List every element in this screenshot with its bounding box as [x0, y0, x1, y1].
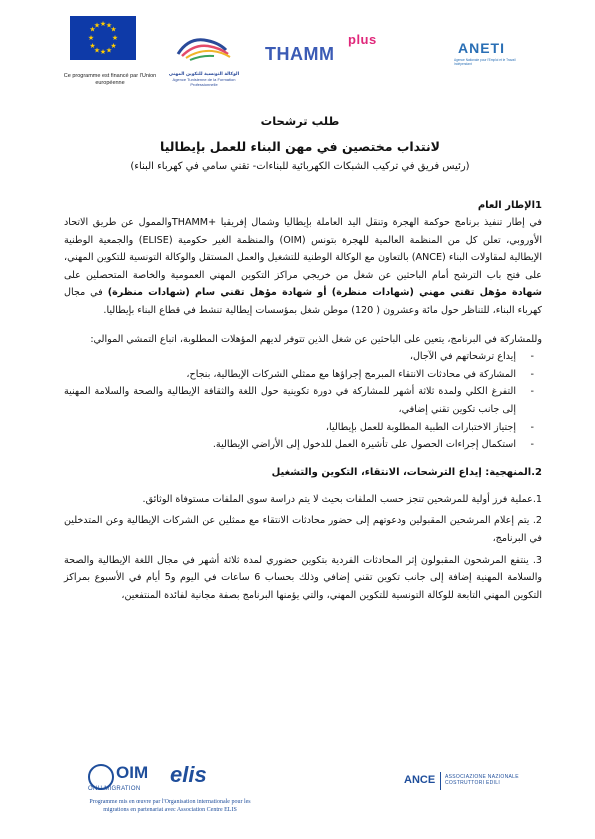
- paragraph-1-bold-certificates: شهادة مؤهل تقني مهني (شهادات منظرة) أو شهادة مؤهل تقني سام (شهادات منظرة): [107, 287, 542, 299]
- svg-text:★: ★: [89, 42, 96, 50]
- footer-logos: [0, 760, 595, 839]
- svg-text:★: ★: [87, 34, 95, 42]
- section-1-paragraph-2: وللمشاركة في البرنامج، يتعين على الباحثين عن شغل الذين تتوفر لديهم المؤهلات المطلوبة، اتباع التمشي الموالي:: [90, 333, 542, 345]
- numbered-item: 1.عملية فرز أولية للمرشحين تنجز حسب الملفات بحيث لا يتم دراسة سوى الملفات مستوفاة الوثائق.: [142, 493, 542, 505]
- paragraph-1-text-b: في مجال كهرباء البناء، للتناظر حول مائة وعشرون ( 120) موطن شغل بمؤسسات إيطالية تنشط في قطاع البناء بإيطاليا.: [64, 287, 542, 316]
- svg-text:★: ★: [89, 25, 96, 34]
- section-1-heading: 1الإطار العام: [477, 200, 542, 211]
- list-item: - إجتياز الاختبارات الطبية المطلوبة للعمل بإيطاليا،: [64, 419, 534, 437]
- elis-logo: elis: [170, 762, 207, 787]
- svg-text:★: ★: [111, 34, 119, 42]
- steps-list: [64, 348, 534, 454]
- eu-funding-caption: Ce programme est financé par l'Union européenne: [63, 73, 157, 86]
- thamm-plus-text: plus: [348, 32, 377, 47]
- page-title: طلب ترشحات: [260, 114, 340, 128]
- list-item: - التفرغ الكلي ولمدة ثلاثة أشهر للمشاركة في دورة تكوينية حول اللغة والثقافة الإيطالية والصحة والسلامة المهنية إلى جانب تكوين تقني إضافي،: [64, 383, 534, 418]
- svg-text:★: ★: [110, 42, 117, 50]
- svg-text:★: ★: [93, 21, 101, 30]
- list-item: - المشاركة في محادثات الانتقاء المبرمج إجراؤها مع ممثلي الشركات الإيطالية، بنجاح،: [64, 366, 534, 384]
- numbered-item: 2. يتم إعلام المرشحين المقبولين ودعوتهم إلى حضور محادثات الانتقاء مع ممثلين عن الشركات الإيطالية وعن المتدخلين في البرنامج،: [64, 515, 542, 544]
- aneti-logo: ANETI: [458, 40, 505, 56]
- oim-subtitle: ONU MIGRATION: [88, 786, 141, 792]
- footer-caption: Programme mis en œuvre par l'Organisation internationale pour les migrations en partenariat avec Association Centre ELIS: [89, 799, 251, 813]
- aft-caption: [168, 72, 240, 87]
- svg-text:★: ★: [110, 25, 117, 34]
- section-2-heading: 2.المنهجية: إيداع الترشحات، الانتقاء، التكوين والتشغيل: [271, 466, 542, 478]
- thamm-text: THAMM: [265, 44, 335, 64]
- svg-text:★: ★: [105, 21, 113, 30]
- oim-logo: OIM: [116, 763, 149, 782]
- aneti-caption: Agence Nationale pour l'Emploi et le Travail Indépendant: [454, 58, 516, 66]
- svg-text:★: ★: [105, 46, 113, 55]
- page-subtitle: (رئيس فريق في تركيب الشبكات الكهربائية للبناءات- تقني سامي في كهرباء البناء): [130, 161, 470, 172]
- ance-subtitle: ASSOCIAZIONE NAZIONALE COSTRUTTORI EDILI: [445, 774, 519, 786]
- title-block: [40, 114, 560, 172]
- ance-logo: ANCE: [404, 774, 436, 786]
- svg-text:★: ★: [99, 20, 107, 28]
- thamm-plus-logo: [265, 32, 377, 65]
- paragraph-1-text-a: في إطار تنفيذ برنامج حوكمة الهجرة وتنقل اليد العاملة بإيطاليا وشمال إفريقيا +THAMMوالممول عن طريق الاتحاد الأوروبي، تعلن كل من المنظمة العالمية للهجرة بتونس (OIM) والمنظمة الغير حكومية (ELISE) والجمعية الوطنية الإيطالية لمقاولات البناء (ANCE) بالتعاون مع الوكالة الوطنية للتشغيل والعمل المستقل والوكالة التونسية للتكوين المهني، على فتح باب الترشح أمام الباحثين عن شغل من خريجي مراكز التكوين المهني العمومية والخاصة المتحصلين على: [64, 217, 542, 281]
- page-subject: لانتداب مختصين في مهن البناء للعمل بإيطاليا: [160, 139, 440, 154]
- list-item: - إيداع ترشحاتهم في الآجال،: [64, 348, 534, 366]
- list-item: - استكمال إجراءات الحصول على تأشيرة العمل للدخول إلى الأراضي الإيطالية.: [64, 436, 534, 454]
- aft-arabic-name: الوكالة التونسية للتكوين المهني: [168, 72, 240, 77]
- svg-text:★: ★: [99, 48, 107, 56]
- header-logos: [0, 0, 595, 100]
- numbered-item: 3. ينتفع المرشحون المقبولون إثر المحادثات الفردية بتكوين حضوري لمدة ثلاثة أشهر في مجال اللغة الإيطالية والصحة والسلامة المهنية إضافة إلى جانب تكوين تقني إضافي وذلك بحساب 6 ساعات في اليوم و5 أيام في الأسبوع بمراكز التكوين المهني التابعة للوكالة التونسية للتكوين المهني، والتي يؤمنها البرنامج بصفة مجانية لفائدة المنتفعين،: [64, 554, 542, 601]
- eu-flag-logo: [70, 16, 136, 60]
- aft-french-name: Agence Tunisienne de la Formation Professionnelle: [172, 77, 236, 87]
- svg-text:★: ★: [93, 46, 101, 55]
- section-1-paragraph-1: [64, 214, 542, 320]
- ance-divider: [440, 772, 441, 790]
- document-body: [64, 197, 542, 608]
